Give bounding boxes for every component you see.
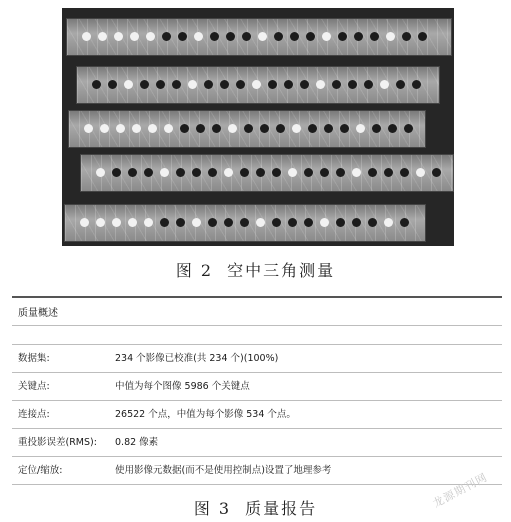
camera-position-marker (208, 168, 217, 177)
camera-position-marker (204, 80, 213, 89)
row-label: 数据集: (18, 353, 50, 364)
camera-position-marker (210, 32, 219, 41)
camera-position-marker (244, 124, 253, 133)
camera-position-marker (276, 124, 285, 133)
camera-position-marker (144, 168, 153, 177)
camera-position-marker (386, 32, 395, 41)
camera-position-marker (114, 32, 123, 41)
figure-2-caption (0, 258, 511, 281)
camera-position-marker (162, 32, 171, 41)
camera-position-marker (384, 168, 393, 177)
camera-position-marker (316, 80, 325, 89)
camera-position-marker (160, 218, 169, 227)
camera-position-marker (368, 218, 377, 227)
camera-position-marker (212, 124, 221, 133)
camera-position-marker (336, 168, 345, 177)
report-heading: 质量概述 (18, 308, 58, 319)
camera-position-marker (370, 32, 379, 41)
camera-position-marker (242, 32, 251, 41)
camera-position-marker (236, 80, 245, 89)
camera-position-marker (384, 218, 393, 227)
report-row-reprojection-error (12, 429, 502, 457)
camera-position-marker (176, 168, 185, 177)
camera-position-marker (112, 168, 121, 177)
camera-position-marker (268, 80, 277, 89)
watermark: 龙源期刊网 (430, 470, 490, 511)
camera-position-marker (256, 168, 265, 177)
camera-position-marker (240, 218, 249, 227)
camera-position-marker (156, 80, 165, 89)
camera-position-marker (352, 218, 361, 227)
camera-position-marker (196, 124, 205, 133)
camera-position-marker (80, 218, 89, 227)
report-row-keypoints (12, 373, 502, 401)
figure-3-title: 质量报告 (245, 499, 318, 518)
row-value: 中值为每个图像 5986 个关键点 (115, 381, 250, 392)
camera-position-marker (112, 218, 121, 227)
camera-position-marker (148, 124, 157, 133)
camera-position-marker (192, 168, 201, 177)
camera-position-marker (260, 124, 269, 133)
camera-position-marker (180, 124, 189, 133)
camera-position-marker (124, 80, 133, 89)
camera-position-marker (130, 32, 139, 41)
row-value: 26522 个点，中值为每个影像 534 个点。 (115, 409, 296, 420)
camera-position-marker (144, 218, 153, 227)
figure-2-title: 空中三角测量 (227, 261, 336, 280)
aerial-triangulation-photo (62, 8, 454, 246)
report-row-georeference (12, 457, 502, 485)
camera-position-marker (288, 218, 297, 227)
camera-position-marker (224, 168, 233, 177)
report-row-tiepoints (12, 401, 502, 429)
camera-position-marker (132, 124, 141, 133)
camera-position-marker (308, 124, 317, 133)
row-value: 0.82 像素 (115, 437, 159, 448)
camera-position-marker (96, 168, 105, 177)
camera-position-marker (128, 168, 137, 177)
camera-position-marker (290, 32, 299, 41)
camera-position-marker (84, 124, 93, 133)
quality-report (12, 296, 502, 485)
camera-position-marker (226, 32, 235, 41)
camera-position-marker (284, 80, 293, 89)
camera-position-marker (364, 80, 373, 89)
camera-position-marker (272, 168, 281, 177)
camera-position-marker (100, 124, 109, 133)
camera-position-marker (192, 218, 201, 227)
camera-position-marker (300, 80, 309, 89)
report-row-dataset (12, 345, 502, 373)
camera-position-marker (258, 32, 267, 41)
camera-position-marker (356, 124, 365, 133)
camera-position-marker (306, 32, 315, 41)
camera-position-marker (396, 80, 405, 89)
camera-position-marker (332, 80, 341, 89)
camera-position-marker (194, 32, 203, 41)
camera-position-marker (82, 32, 91, 41)
row-label: 定位/缩放: (18, 465, 63, 476)
row-value: 使用影像元数据(而不是使用控制点)设置了地理参考 (115, 465, 332, 476)
row-label: 连接点: (18, 409, 50, 420)
camera-position-marker (372, 124, 381, 133)
camera-position-marker (188, 80, 197, 89)
camera-position-marker (402, 32, 411, 41)
camera-position-marker (338, 32, 347, 41)
camera-position-marker (146, 32, 155, 41)
camera-position-marker (400, 218, 409, 227)
camera-position-marker (160, 168, 169, 177)
camera-position-marker (352, 168, 361, 177)
camera-position-marker (164, 124, 173, 133)
camera-position-marker (256, 218, 265, 227)
camera-position-marker (92, 80, 101, 89)
camera-position-marker (418, 32, 427, 41)
camera-position-marker (304, 218, 313, 227)
camera-position-marker (172, 80, 181, 89)
camera-position-marker (368, 168, 377, 177)
figure-3-number: 图 3 (193, 499, 232, 518)
camera-position-marker (116, 124, 125, 133)
camera-position-marker (322, 32, 331, 41)
camera-position-marker (224, 218, 233, 227)
camera-position-marker (324, 124, 333, 133)
camera-position-marker (336, 218, 345, 227)
camera-position-marker (176, 218, 185, 227)
camera-position-marker (228, 124, 237, 133)
camera-position-marker (404, 124, 413, 133)
row-label: 关键点: (18, 381, 50, 392)
camera-position-marker (388, 124, 397, 133)
camera-position-marker (240, 168, 249, 177)
camera-position-marker (140, 80, 149, 89)
camera-position-marker (340, 124, 349, 133)
camera-position-marker (274, 32, 283, 41)
camera-position-marker (400, 168, 409, 177)
figure-2-number: 图 2 (175, 261, 214, 280)
row-label: 重投影误差(RMS): (18, 437, 97, 448)
camera-position-marker (354, 32, 363, 41)
camera-position-marker (178, 32, 187, 41)
camera-position-marker (412, 80, 421, 89)
camera-position-marker (272, 218, 281, 227)
camera-position-marker (98, 32, 107, 41)
camera-position-marker (96, 218, 105, 227)
camera-position-marker (128, 218, 137, 227)
camera-position-marker (416, 168, 425, 177)
camera-position-marker (208, 218, 217, 227)
camera-position-marker (220, 80, 229, 89)
camera-position-marker (432, 168, 441, 177)
camera-position-marker (320, 168, 329, 177)
row-value: 234 个影像已校准(共 234 个)(100%) (115, 353, 279, 364)
camera-position-marker (252, 80, 261, 89)
camera-position-marker (380, 80, 389, 89)
camera-position-marker (348, 80, 357, 89)
camera-position-marker (304, 168, 313, 177)
camera-position-marker (320, 218, 329, 227)
camera-position-marker (292, 124, 301, 133)
camera-position-marker (288, 168, 297, 177)
camera-position-marker (108, 80, 117, 89)
